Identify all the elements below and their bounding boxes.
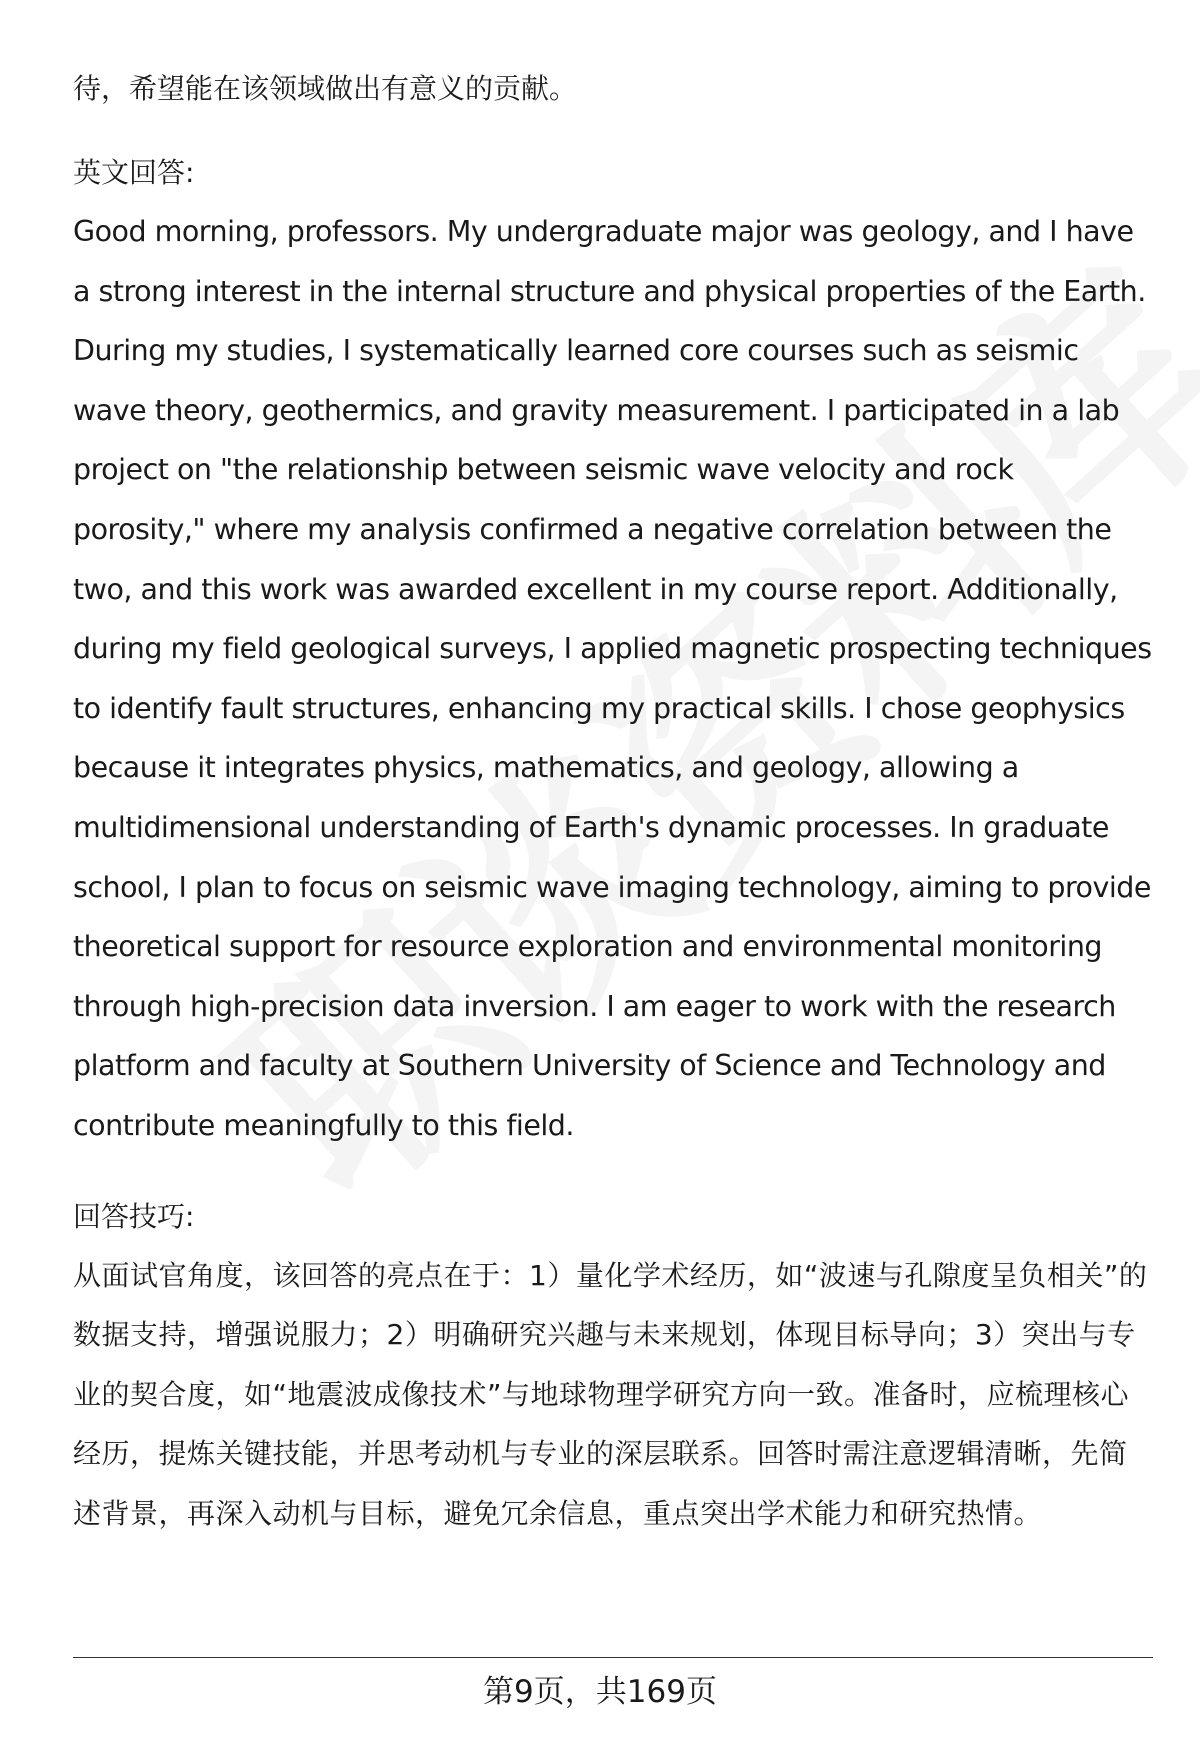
english-answer-body: Good morning, professors. My undergraduate major was geology, and I have a strong interest in the internal structure and physical properties of the Earth. During my studies, I systematically learned core courses such as seismic wave theory, geothermics, and gravity measurement. I participated in a lab project on "the relationship between seismic wave velocity and rock porosity," where my analysis confirmed a negative correlation between the two, and this work was awarded excellent in my course report. Additionally, during my field geological surveys, I applied magnetic prospecting techniques to identify fault structures, enhancing my practical skills. I chose geophysics because it integrates physics, mathematics, and geology, allowing a multidimensional understanding of Earth's dynamic processes. In graduate school, I plan to focus on seismic wave imaging technology, aiming to provide theoretical support for resource exploration and environmental monitoring through high-precision data inversion. I am eager to work with the research platform and faculty at Southern University of Science and Technology and contribute meaningfully to this field. <box>73 215 1152 1142</box>
footer-divider <box>73 1657 1153 1658</box>
tips-body: 从面试官角度，该回答的亮点在于：1）量化学术经历，如“波速与孔隙度呈负相关”的数据支持，增强说服力；2）明确研究兴趣与未来规划，体现目标导向；3）突出与专业的契合度，如“地震波成像技术”与地球物理学研究方向一致。准备时，应梳理核心经历，提炼关键技能，并思考动机与专业的深层联系。回答时需注意逻辑清晰，先简述背景，再深入动机与目标，避免冗余信息，重点突出学术能力和研究热情。 <box>73 1258 1148 1530</box>
intro-continuation-text: 待，希望能在该领域做出有意义的贡献。 <box>73 72 578 105</box>
tips-heading: 回答技巧: <box>73 1199 195 1233</box>
page-number-label: 第9页，共169页 <box>483 1674 717 1710</box>
english-answer-heading: 英文回答: <box>73 156 195 189</box>
page-content <box>73 66 1153 1543</box>
